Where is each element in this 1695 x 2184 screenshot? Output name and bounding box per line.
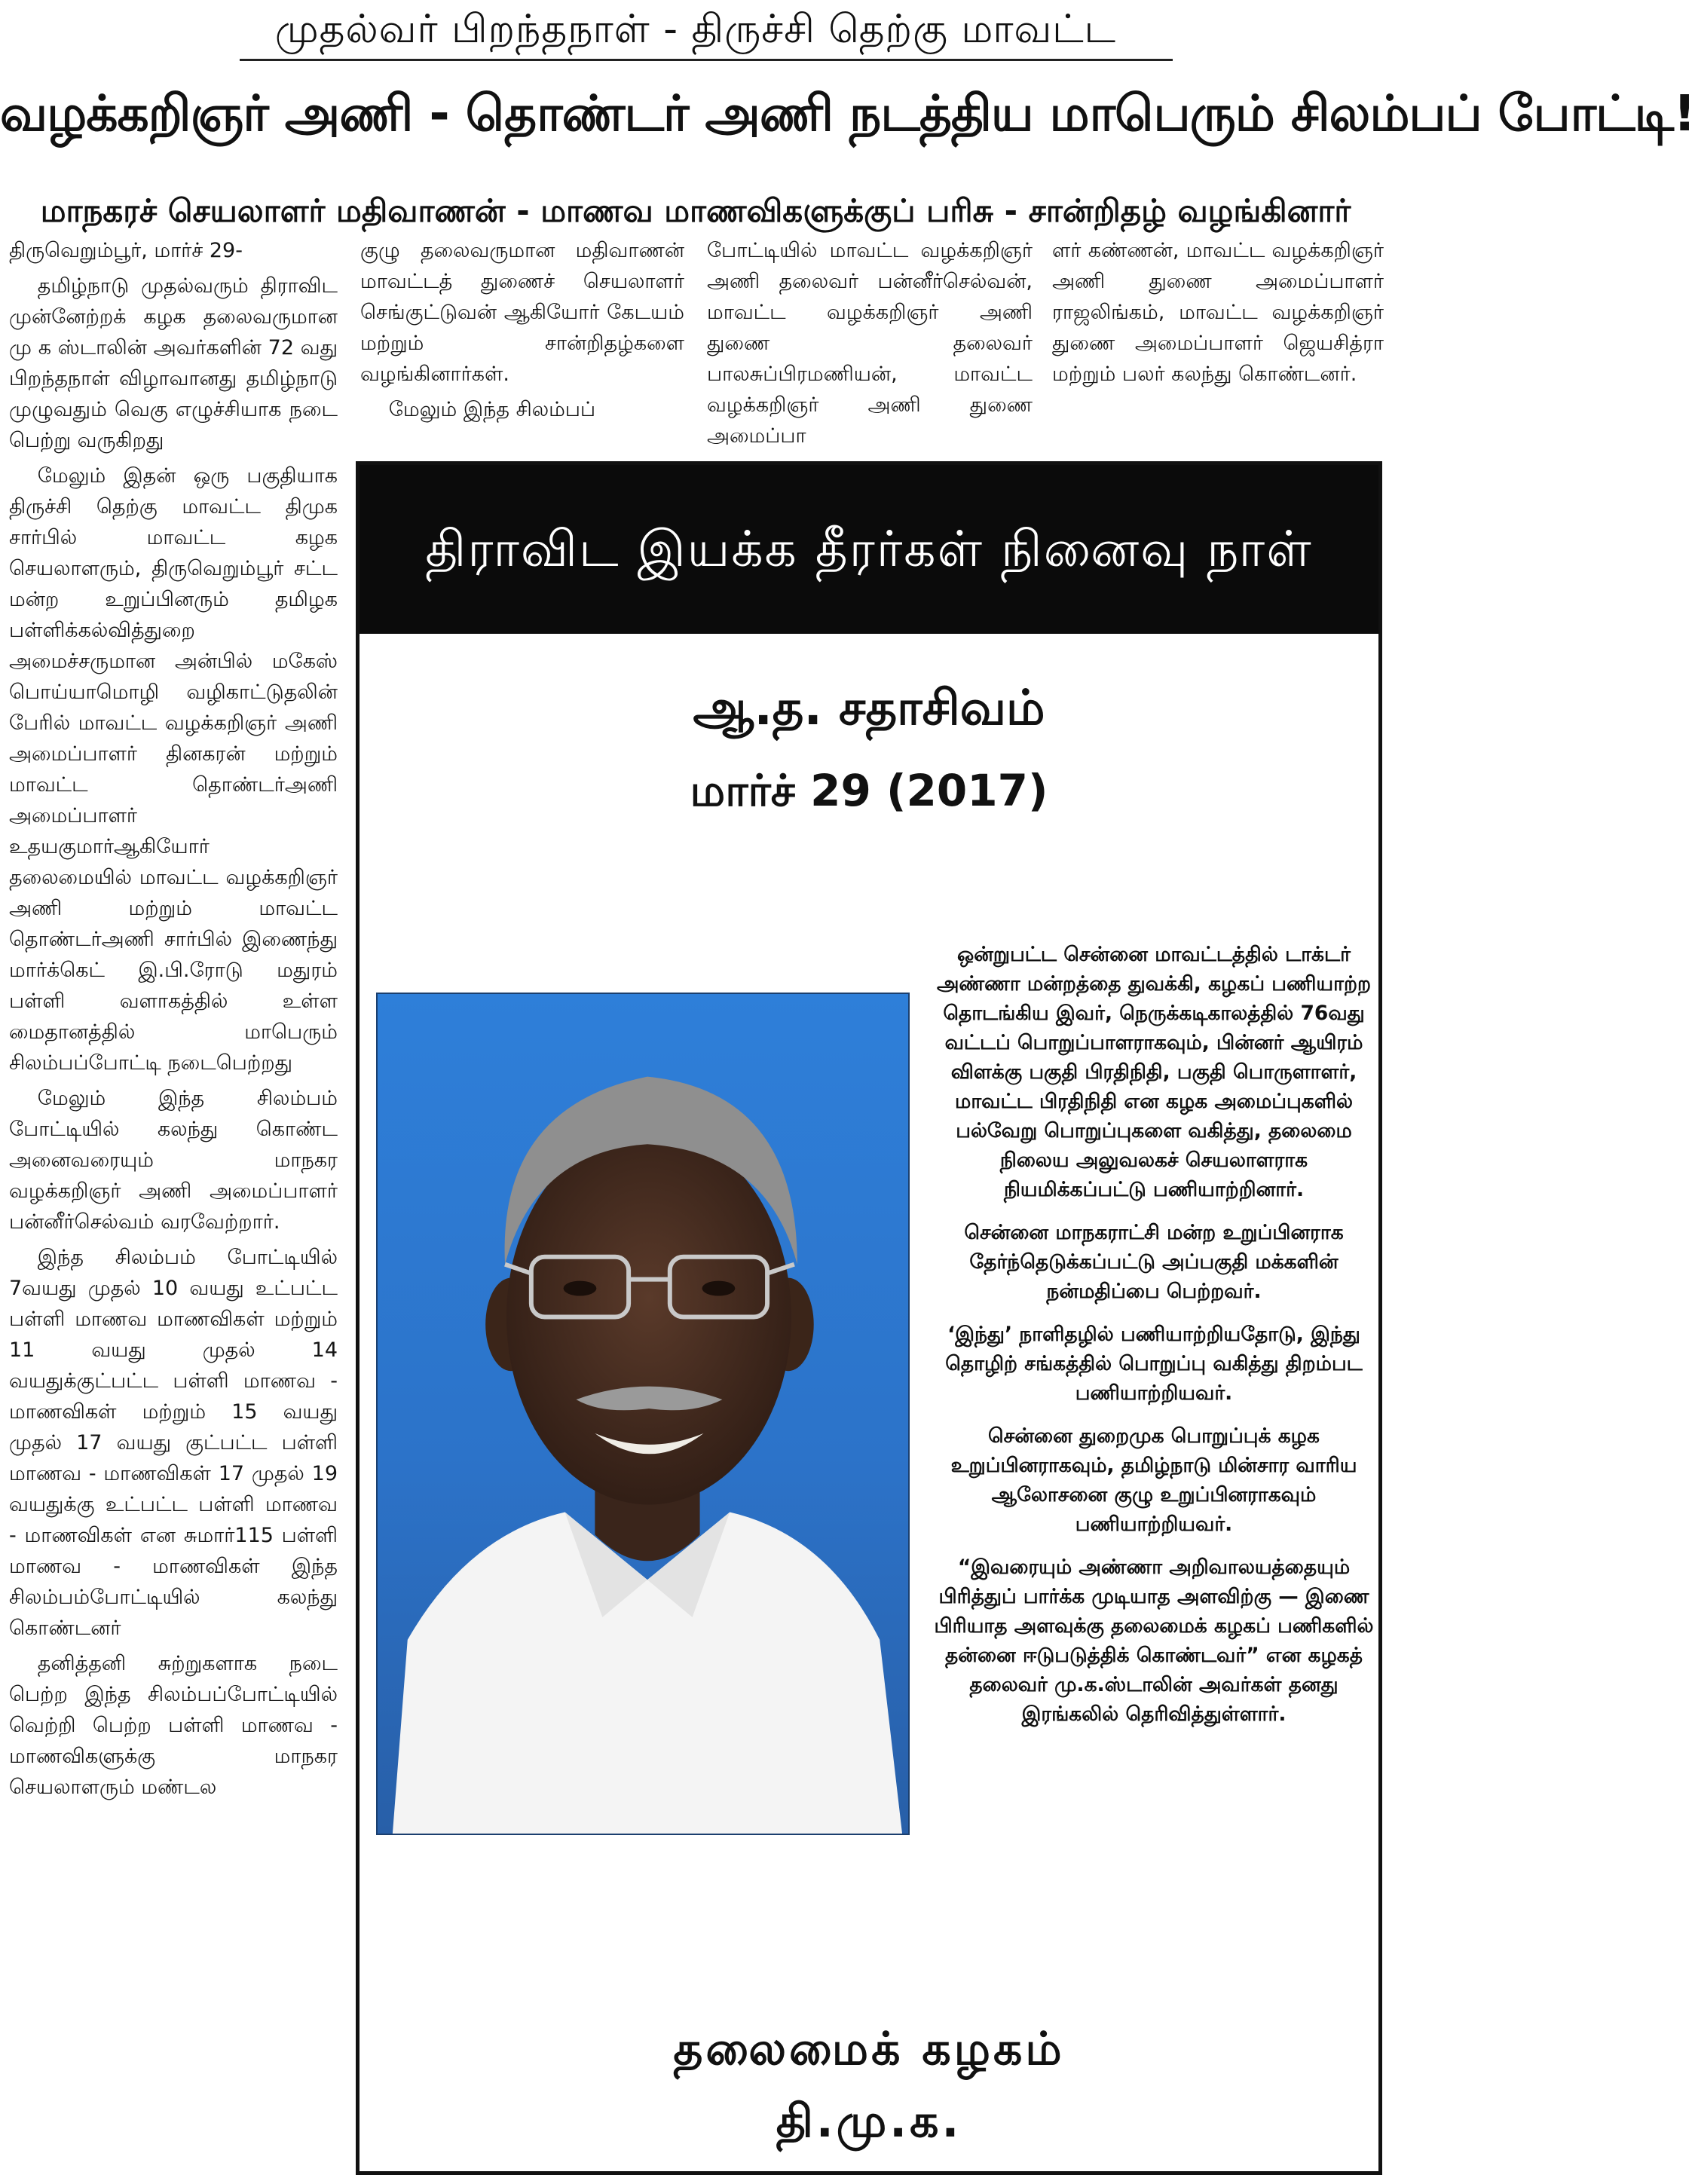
article-paragraph: இந்த சிலம்பம் போட்டியில் 7வயது முதல் 10 வயது உட்பட்ட பள்ளி மாணவ மாணவிகள் மற்றும் 11 வயது முதல் 14 வயதுக்குட்பட்ட பள்ளி மாணவ - மாணவிகள் மற்றும் 15 வயது முதல் 17 வயது குட்பட்ட பள்ளி மாணவ - மாணவிகள் 17 முதல் 19 வயதுக்கு உட்பட்ட பள்ளி மாணவ - மாணவிகள் என சுமார்115 பள்ளி மாணவ - மாணவிகள் இந்த சிலம்பம்போட்டியில் கலந்து கொண்டனர் [9,1246,338,1640]
headline: வழக்கறிஞர் அணி - தொண்டர் அணி நடத்திய மாபெரும் சிலம்பப் போட்டி! [0,84,1695,142]
article-column-2 [360,235,684,454]
memorial-name: ஆ.த. சதாசிவம் [693,681,1045,736]
signature-organization: தலைமைக் கழகம் [673,2023,1065,2075]
bio-paragraph: ‘இந்து’ நாளிதழில் பணியாற்றியதோடு, இந்து தொழிற் சங்கத்தில் பொறுப்பு வகித்து திறம்பட பணியாற்றியவர். [945,1323,1363,1405]
article-paragraph: மேலும் இந்த சிலம்பம் போட்டியில் கலந்து கொண்ட அனைவரையும் மாநகர வழக்கறிஞர் அணி அமைப்பாளர் பன்னீர்செல்வம் வரவேற்றார். [9,1087,338,1234]
subheadline: மாநகரச் செயலாளர் மதிவாணன் - மாணவ மாணவிகளுக்குப் பரிசு - சான்றிதழ் வழங்கினார் [40,192,1351,229]
portrait-illustration [378,994,908,1834]
bio-paragraph: சென்னை துறைமுக பொறுப்புக் கழக உறுப்பினராகவும், தமிழ்நாடு மின்சார வாரிய ஆலோசனை குழு உறுப்பினராகவும் பணியாற்றியவர். [950,1424,1357,1536]
memorial-advertisement [356,461,1382,2175]
article-paragraph: மேலும் இதன் ஒரு பகுதியாக திருச்சி தெற்கு மாவட்ட திமுக சார்பில் மாவட்ட கழக செயலாளரும், திருவெறும்பூர் சட்ட மன்ற உறுப்பினரும் தமிழக பள்ளிக்கல்வித்துறை அமைச்சருமான அன்பில் மகேஸ் பொய்யாமொழி வழிகாட்டுதலின் பேரில் மாவட்ட வழக்கறிஞர் அணி அமைப்பாளர் தினகரன் மற்றும் மாவட்ட தொண்டர்அணி அமைப்பாளர் உதயகுமார்ஆகியோர் தலைமையில் மாவட்ட வழக்கறிஞர் அணி மற்றும் மாவட்ட தொண்டர்அணி சார்பில் இணைந்து மார்க்கெட் இ.பி.ரோடு மதுரம் பள்ளி வளாகத்தில் உள்ள மைதானத்தில் மாபெரும் சிலம்பப்போட்டி நடைபெற்றது [9,464,338,1075]
memorial-biography [934,940,1374,1742]
bio-paragraph: “இவரையும் அண்ணா அறிவாலயத்தையும் பிரித்துப் பார்க்க முடியாத அளவிற்கு — இணை பிரியாத அளவுக்கு தலைமைக் கழகப் பணிகளில் தன்னை ஈடுபடுத்திக் கொண்டவர்” என கழகத் தலைவர் மு.க.ஸ்டாலின் அவர்கள் தனது இரங்கலில் தெரிவித்துள்ளார். [934,1555,1374,1726]
article-paragraph: குழு தலைவருமான மதிவாணன் மாவட்டத் துணைச் செயலாளர் செங்குட்டுவன் ஆகியோர் கேடயம் மற்றும் சான்றிதழ்களை வழங்கினார்கள். [360,239,684,386]
article-paragraph: போட்டியில் மாவட்ட வழக்கறிஞர் அணி தலைவர் பன்னீர்செல்வன், மாவட்ட வழக்கறிஞர் அணி துணை தலைவர் பாலசுப்பிரமணியன், மாவட்ட வழக்கறிஞர் அணி துணை அமைப்பா [707,239,1033,448]
signature-party: தி.மு.க. [776,2095,962,2148]
bio-paragraph: ஒன்றுபட்ட சென்னை மாவட்டத்தில் டாக்டர் அண்ணா மன்றத்தை துவக்கி, கழகப் பணியாற்ற தொடங்கிய இவர், நெருக்கடிகாலத்தில் 76வது வட்டப் பொறுப்பாளராகவும், பின்னர் ஆயிரம் விளக்கு பகுதி பிரதிநிதி, பகுதி பொருளாளர், மாவட்ட பிரதிநிதி என கழக அமைப்புகளில் பல்வேறு பொறுப்புகளை வகித்து, தலைமை நிலைய அலுவலகச் செயலாளராக நியமிக்கப்பட்டு பணியாற்றினார். [936,943,1372,1201]
memorial-date: மார்ச் 29 (2017) [690,765,1048,816]
memorial-banner: திராவிட இயக்க தீரர்கள் நினைவு நாள் [359,465,1378,634]
article-paragraph: தமிழ்நாடு முதல்வரும் திராவிட முன்னேற்றக் கழக தலைவருமான மு க ஸ்டாலின் அவர்களின் 72 வது பிறந்தநாள் விழாவானது தமிழ்நாடு முழுவதும் வெகு எழுச்சியாக நடை பெற்று வருகிறது [9,274,338,452]
article-column-3 [707,235,1033,454]
dateline: திருவெறும்பூர், மார்ச் 29- [9,239,243,262]
bio-paragraph: சென்னை மாநகராட்சி மன்ற உறுப்பினராக தேர்ந்தெடுக்கப்பட்டு அப்பகுதி மக்களின் நன்மதிப்பை பெற்றவர். [964,1221,1344,1303]
article-column-1 [9,235,338,2172]
article-column-4 [1052,235,1384,454]
kicker-line: முதல்வர் பிறந்தநாள் - திருச்சி தெற்கு மாவட்ட [274,7,1117,52]
kicker-underline [240,59,1173,61]
article-paragraph: ளர் கண்ணன், மாவட்ட வழக்கறிஞர் அணி துணை அமைப்பாளர் ராஜலிங்கம், மாவட்ட வழக்கறிஞர் துணை அமைப்பாளர் ஜெயசித்ரா மற்றும் பலர் கலந்து கொண்டனர். [1052,239,1384,386]
article-paragraph: மேலும் இந்த சிலம்பப் [388,398,596,421]
portrait-photo [376,993,910,1835]
article-paragraph: தனித்தனி சுற்றுகளாக நடை பெற்ற இந்த சிலம்பப்போட்டியில் வெற்றி பெற்ற பள்ளி மாணவ - மாணவிகளுக்கு மாநகர செயலாளரும் மண்டல [9,1652,338,1799]
